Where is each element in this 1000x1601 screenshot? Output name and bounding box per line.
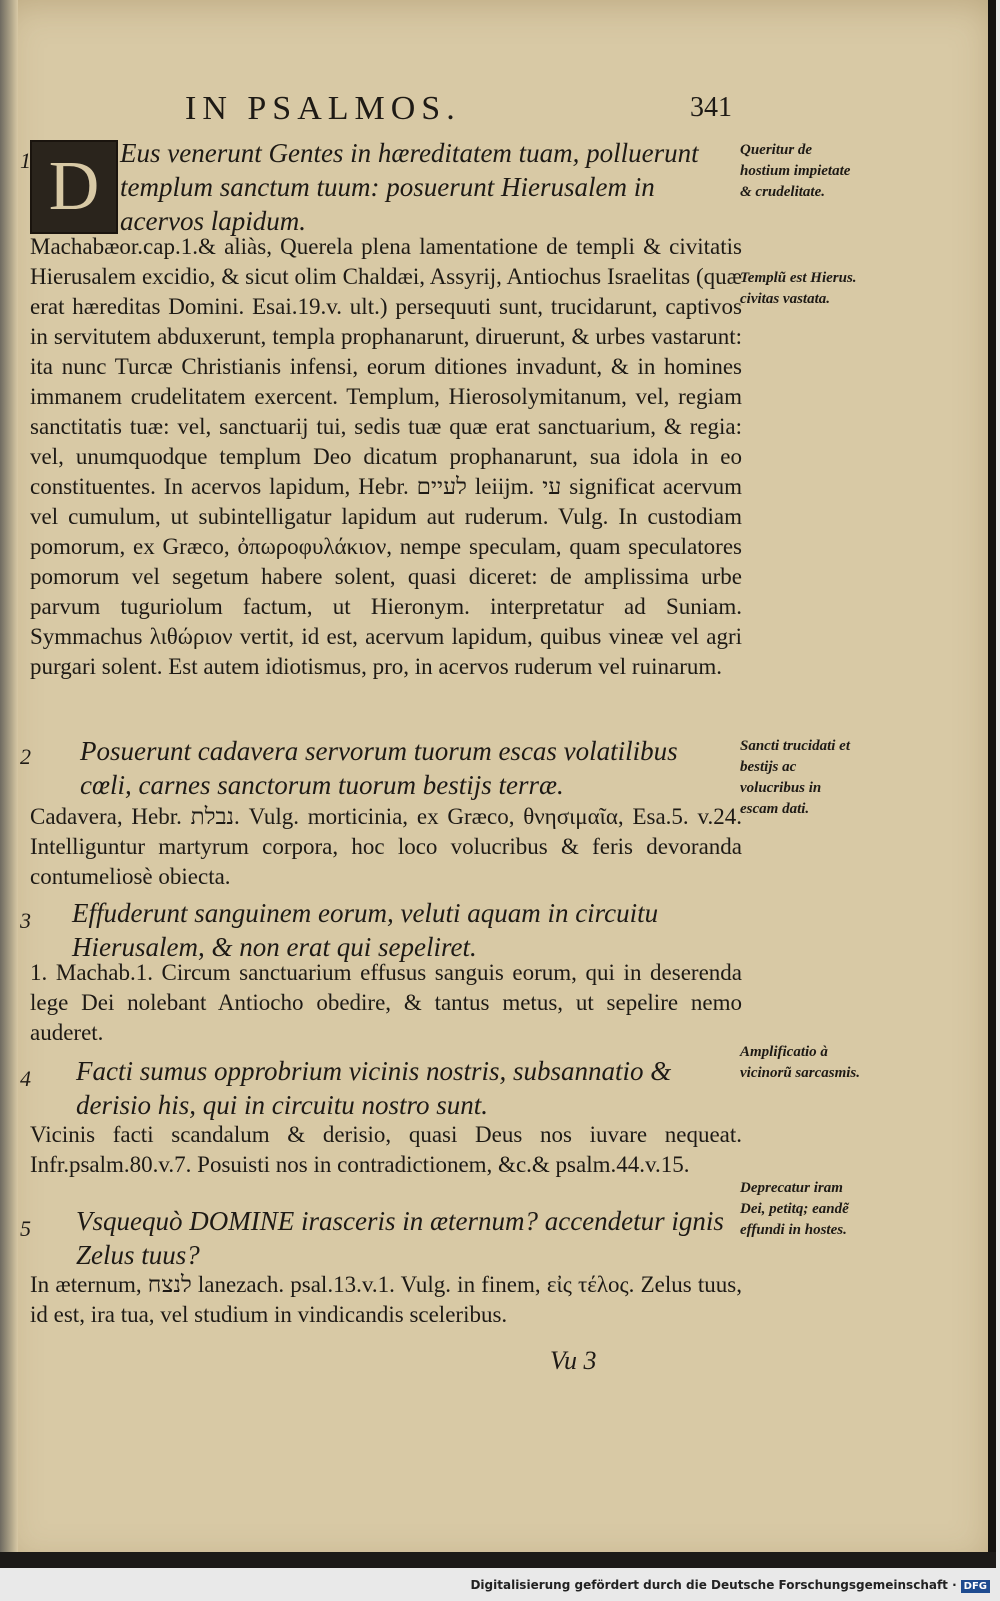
verse-text: Eus venerunt Gentes in hæreditatem tuam, polluerunt templum sanctum tuum: posuerunt Hierusalem in acervos lapidum. bbox=[120, 138, 699, 236]
verse-number: 2 bbox=[20, 744, 31, 769]
credit-text: Digitalisierung gefördert durch die Deutsche Forschungsgemeinschaft · bbox=[470, 1578, 957, 1592]
verse-number: 3 bbox=[20, 908, 31, 933]
initial-letter: D bbox=[48, 148, 100, 225]
page-edge bbox=[0, 1552, 996, 1568]
verse-number: 1 bbox=[20, 148, 31, 173]
margin-note: Templũ est Hierus. civitas vastata. bbox=[740, 270, 857, 307]
verse-text: Effuderunt sanguinem eorum, veluti aquam in circuitu Hierusalem, & non erat qui sepeliret. bbox=[72, 898, 659, 962]
commentary: 1. Machab.1. Circum sanctuarium effusus sanguis eorum, qui in deserenda lege Dei nolebant Antiocho obedire, & tantus metus, ut sepelire nemo auderet. bbox=[30, 960, 742, 1045]
commentary: Machabæor.cap.1.& aliàs, Querela plena lamentatione de templi & civitatis Hierusalem excidio, & sicut olim Chaldæi, Assyrij, Antiochus Israelitas (quæ erat hæreditas Domini. Esai.19.v. ult.) persequuti sunt, trucidarunt, captivos in servitutem abduxerunt, templa prophanarunt, diruerunt, & urbes vastarunt: ita nunc Turcæ Christianis infensi, eorum ditiones invadunt, & in homines immanem crudelitatem exercent. Templum, Hierosolymitanum, vel, regiam sanctitatis tuæ: vel, sanctuarij tui, sedis tuæ quæ erat sanctuarium, & regia: vel, unumquodque templum Deo dicatum prophanarunt, sua idola in eo constituentes. In acervos lapidum, Hebr. לעיים leiijm. עי significat acervum vel cumulum, ut subintelligatur lapidum aut ruderum. Vulg. In custodiam pomorum, ex Græco, ὀπωροφυλάκιον, nempe speculam, quam speculatores pomorum vel segetum habere solent, quasi diceret: de amplissima urbe parvum tuguriolum factum, ut Hieronym. interpretatur ad Suniam. Symmachus λιθώριον vertit, id est, acervum lapidum, quibus vineæ vel agri purgari solent. Est autem idiotismus, pro, in acervos ruderum vel ruinarum. bbox=[30, 234, 742, 679]
signature-mark: Vu 3 bbox=[550, 1346, 597, 1375]
verse-number: 5 bbox=[20, 1216, 31, 1241]
margin-note: Sancti trucidati et bestijs ac volucribus in escam dati. bbox=[740, 738, 851, 817]
commentary: In æternum, לנצח lanezach. psal.13.v.1. Vulg. in finem, εἰς τέλος. Zelus tuus, id est, ira tua, vel studium in vindicandis sceleribus. bbox=[30, 1272, 742, 1327]
page-number: 341 bbox=[690, 92, 732, 123]
dfg-logo: DFG bbox=[961, 1580, 990, 1593]
commentary: Cadavera, Hebr. נבלת. Vulg. morticinia, ex Græco, θνησιμαῖα, Esa.5. v.24. Intelliguntur martyrum corpora, hoc loco volucribus & feris devoranda contumeliosè obiecta. bbox=[30, 804, 742, 889]
page-edge bbox=[988, 0, 996, 1568]
verse-number: 4 bbox=[20, 1066, 31, 1091]
margin-note: Deprecatur iram Dei, petitq; eandẽ effundi in hostes. bbox=[740, 1180, 849, 1238]
margin-note: Amplificatio à vicinorũ sarcasmis. bbox=[740, 1044, 861, 1081]
verse-text: Posuerunt cadavera servorum tuorum escas volatilibus cœli, carnes sanctorum tuorum bestijs terræ. bbox=[80, 736, 678, 800]
page-gutter bbox=[0, 0, 18, 1568]
digitization-credit bbox=[470, 1578, 990, 1593]
verse-text: Facti sumus opprobrium vicinis nostris, subsannatio & derisio his, qui in circuitu nostro sunt. bbox=[76, 1056, 672, 1120]
commentary: Vicinis facti scandalum & derisio, quasi Deus nos iuvare nequeat. Infr.psalm.80.v.7. Posuisti nos in contradictionem, &c.& psalm.44.v.15. bbox=[30, 1122, 742, 1177]
verse-text: Vsquequò DOMINE irasceris in æternum? accendetur ignis Zelus tuus? bbox=[76, 1206, 724, 1270]
decorated-initial bbox=[30, 140, 118, 234]
running-head: IN PSALMOS. bbox=[185, 90, 461, 127]
margin-note: Queritur de hostium impietate & crudelitate. bbox=[740, 142, 851, 200]
